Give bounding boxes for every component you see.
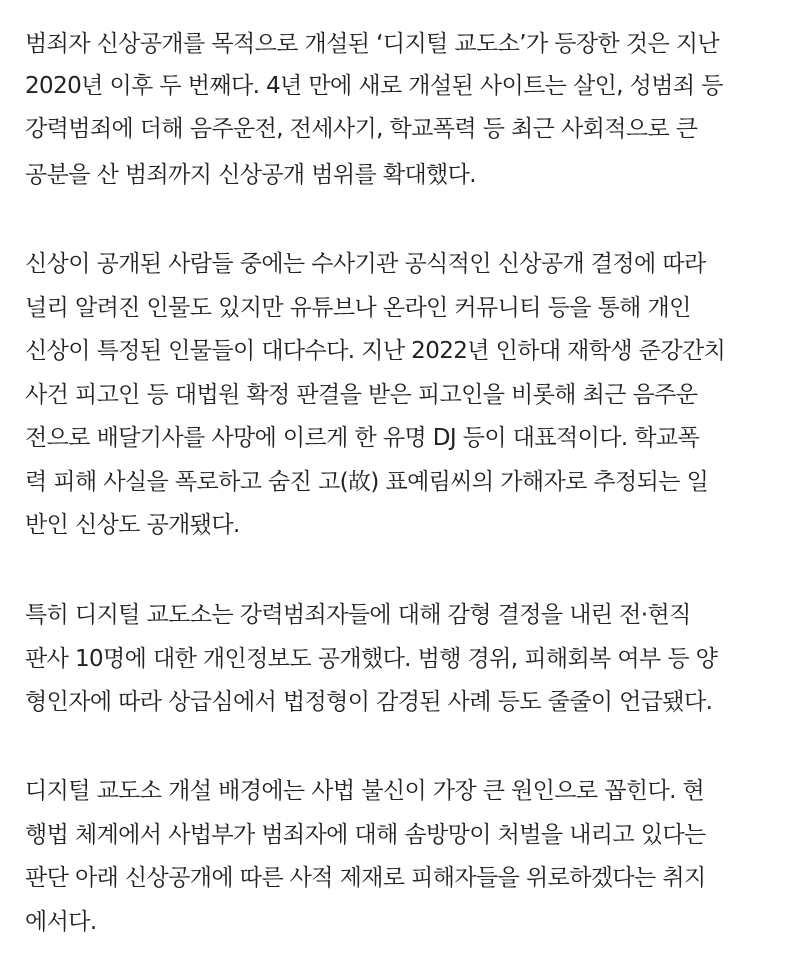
paragraph-2-line-6: 력 피해 사실을 폭로하고 숨진 고(故) 표예림씨의 가해자로 추정되는 일 [25,469,709,495]
paragraph-4-line-2: 행법 체계에서 사법부가 범죄자에 대해 솜방망이 처벌을 내리고 있다는 [25,822,706,848]
paragraph-1-line-1: 범죄자 신상공개를 목적으로 개설된 ‘디지털 교도소’가 등장한 것은 지난 [25,31,720,57]
paragraph-2-line-1: 신상이 공개된 사람들 중에는 수사기관 공식적인 신상공개 결정에 따라 [25,251,706,277]
paragraph-1-line-2: 2020년 이후 두 번째다. 4년 만에 새로 개설된 사이트는 살인, 성범죄 등 [25,73,723,99]
paragraph-3-line-2: 판사 10명에 대한 개인정보도 공개했다. 범행 경위, 피해회복 여부 등 양 [25,646,718,672]
paragraph-4-line-1: 디지털 교도소 개설 배경에는 사법 불신이 가장 큰 원인으로 꼽힌다. 현 [25,778,705,804]
paragraph-1-line-4: 공분을 산 범죄까지 신상공개 범위를 확대했다. [25,162,477,188]
paragraph-4-line-3: 판단 아래 신상공개에 따른 사적 제재로 피해자들을 위로하겠다는 취지 [25,865,706,891]
paragraph-1-line-3: 강력범죄에 더해 음주운전, 전세사기, 학교폭력 등 최근 사회적으로 큰 [25,116,698,142]
paragraph-3-line-1: 특히 디지털 교도소는 강력범죄자들에 대해 감형 결정을 내린 전·현직 [25,602,691,628]
paragraph-3-line-3: 형인자에 따라 상급심에서 법정형이 감경된 사례 등도 줄줄이 언급됐다. [25,689,713,715]
paragraph-2-line-5: 전으로 배달기사를 사망에 이르게 한 유명 DJ 등이 대표적이다. 학교폭 [25,425,700,451]
paragraph-2-line-4: 사건 피고인 등 대법원 확정 판결을 받은 피고인을 비롯해 최근 음주운 [25,382,698,408]
paragraph-2-line-7: 반인 신상도 공개됐다. [25,512,240,538]
paragraph-2-line-3: 신상이 특정된 인물들이 대다수다. 지난 2022년 인하대 재학생 준강간치 [25,338,726,364]
paragraph-4-line-4: 에서다. [25,909,97,935]
paragraph-2-line-2: 널리 알려진 인물도 있지만 유튜브나 온라인 커뮤니티 등을 통해 개인 [25,295,691,321]
